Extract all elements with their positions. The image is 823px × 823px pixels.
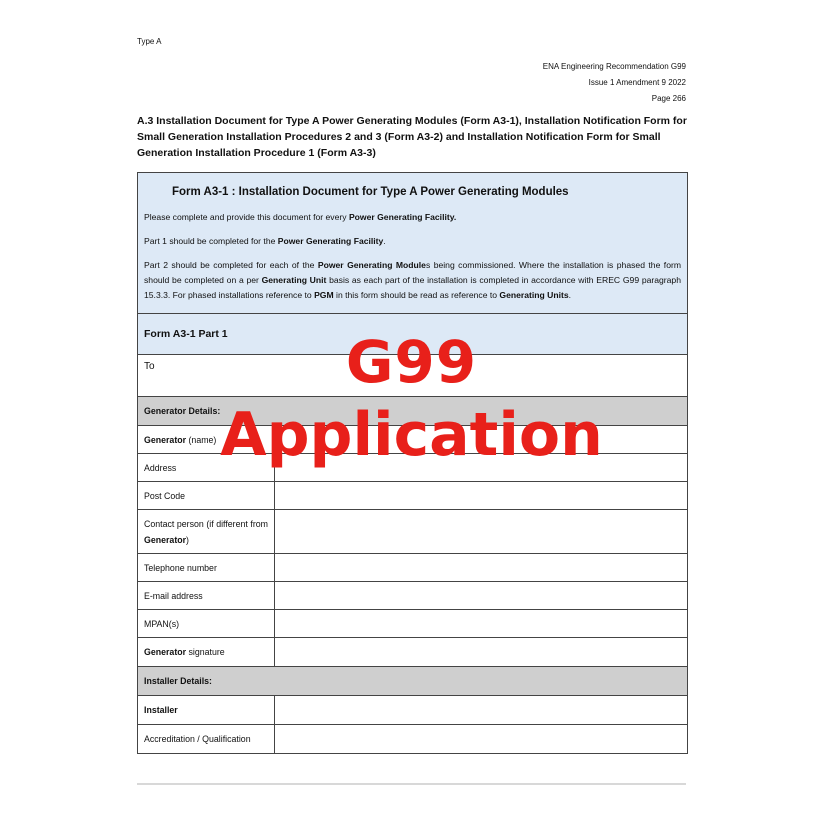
generator-name-label: Generator (name) (138, 426, 275, 453)
recommendation-title: ENA Engineering Recommendation G99 (542, 62, 686, 71)
intro-paragraph-2: Part 1 should be completed for the Power Generating Facility. (144, 236, 386, 246)
email-row (138, 582, 687, 610)
section-title: A.3 Installation Document for Type A Power Generating Modules (Form A3-1), Installation Notification Form for Small Generation Installation Procedures 2 and 3 (Form A3-2) and Installation Notification Form for Small Generation Installation Procedure 1 (Form A3-3) (137, 115, 687, 159)
intro-paragraph-1: Please complete and provide this document for every Power Generating Facility. (144, 212, 457, 222)
intro-paragraph-3: Part 2 should be completed for each of the Power Generating Modules being commissioned. Where the installation is phased the form should be completed on a per Generating Unit basis as each part of the installation is completed in accordance with EREC G99 paragraph 15.3.3. For phased installations reference to PGM in this form should be read as reference to Generating Units. (144, 260, 681, 300)
post-code-label: Post Code (138, 482, 275, 509)
page-bottom-divider (137, 783, 686, 785)
watermark-line-2: Application (220, 400, 603, 470)
contact-person-row (138, 510, 687, 554)
type-label: Type A (137, 37, 162, 46)
accreditation-label: Accreditation / Qualification (138, 725, 275, 753)
signature-field[interactable] (275, 638, 687, 666)
generator-details-heading: Generator Details: (138, 397, 687, 426)
accreditation-field[interactable] (275, 725, 687, 753)
part1-title: Form A3-1 Part 1 (138, 314, 687, 355)
installer-row (138, 696, 687, 725)
telephone-field[interactable] (275, 554, 687, 581)
issue-label: Issue 1 Amendment 9 2022 (588, 78, 686, 87)
installer-field[interactable] (275, 696, 687, 724)
mpan-label: MPAN(s) (138, 610, 275, 637)
mpan-row (138, 610, 687, 638)
page-number: Page 266 (651, 94, 686, 103)
post-code-field[interactable] (275, 482, 687, 509)
contact-person-field[interactable] (275, 510, 687, 553)
signature-label: Generator signature (138, 638, 275, 666)
telephone-row (138, 554, 687, 582)
email-field[interactable] (275, 582, 687, 609)
signature-row (138, 638, 687, 667)
accreditation-row (138, 725, 687, 754)
installer-details-heading: Installer Details: (138, 667, 687, 696)
form-intro (138, 173, 687, 314)
email-label: E-mail address (138, 582, 275, 609)
contact-person-label: Contact person (if different from Generator) (138, 510, 275, 553)
watermark-line-1: G99 (345, 328, 478, 396)
installer-label: Installer (138, 696, 275, 724)
mpan-field[interactable] (275, 610, 687, 637)
post-code-row (138, 482, 687, 510)
form-title: Form A3-1 : Installation Document for Type A Power Generating Modules (172, 186, 569, 198)
document-reference (543, 59, 686, 107)
to-label: To (144, 361, 155, 372)
telephone-label: Telephone number (138, 554, 275, 581)
address-label: Address (138, 454, 275, 481)
